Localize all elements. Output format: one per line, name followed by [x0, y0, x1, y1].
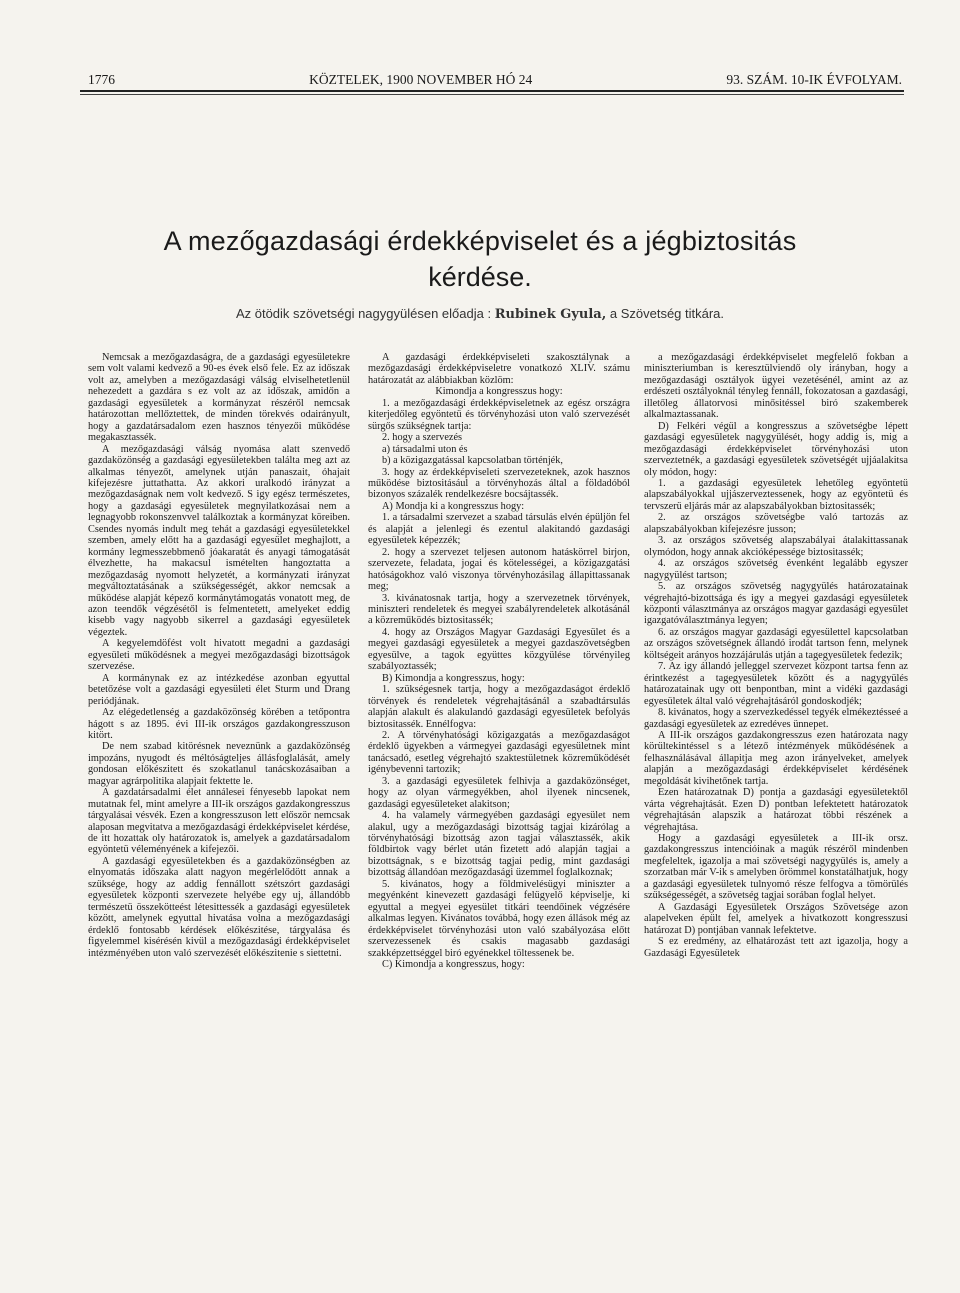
paragraph: 3. a gazdasági egyesületek felhivja a gazdaközönséget, hogy az olyan vármegyékben, ahol ilyenek nincsenek, gazdasági egyesületeket alakitson; — [368, 775, 630, 810]
paragraph: 2. hogy a szervezés — [382, 432, 463, 444]
paragraph: A III-ik országos gazdakongresszus ezen határozata nagy körültekintéssel s a létező intézmények működésének a felhasználásával állapitja meg azon irányelveket, amelyek alapján a mezőgazdasági érdekképviselet kérdésének megoldását kivihetőnek tartja. — [644, 729, 908, 787]
author-role: a Szövetség titkára. — [609, 306, 725, 321]
paragraph: Hogy a gazdasági egyesületek a III-ik orsz. gazdakongresszus intencióinak a magúk részéről mindenben megfeleltek, igazolja a mai szövetségi nagygyülés is, amely a szorzatban már V-ik s amelyben örömmel konstatálhatjuk, hogy a gazdasági egyesületek tulnyomó része felfogva a tömörülés szükségességét, a szövetség tagjai sorában foglal helyet. — [644, 833, 908, 902]
paragraph: Kimondja a kongresszus hogy: — [435, 386, 563, 398]
paragraph: 3. az országos szövetség alapszabályai átalakittassanak olymódon, hogy annak akcióképessége biztositassék; — [644, 535, 908, 558]
paragraph: A gazdasági érdekképviseleti szakosztálynak a mezőgazdasági érdekképviseletre vonatkozó XLIV. számu határozatát az alábbiakban közlöm: — [368, 352, 630, 386]
paragraph: 6. az országos magyar gazdasági egyesülettel kapcsolatban az országos szövetségnek állandó irodát tartson fenn, melynek költségeit arányos hozzájárulás utján a tagegyesületek fedezik; — [644, 626, 908, 661]
paragraph: S ez eredmény, az elhatározást tett azt igazolja, hogy a Gazdasági Egyesületek — [644, 936, 908, 959]
paragraph: 3. kivánatosnak tartja, hogy a szervezetnek törvények, miniszteri rendeletek és megyei szabályrendeletek alkotásánál a közreműködés biztositassék; — [368, 592, 630, 627]
paragraph: Nemcsak a mezőgazdaságra, de a gazdasági egyesületekre sem volt valami kedvező a 90-es évek első fele. Ez az időszak volt az, amelyben a mezőgazdasági válság elviselhetetlenül nehezedett a gazdára s ez volt az az időszak, amidőn a gazdasági egyesületek a kormányzat részéről nemcsak határozottan mellőztettek, de minden törekvés odairányult, hogy a gazdatársadalom ezen hasznos tényezői működése megakasztassék. — [88, 352, 350, 444]
paragraph: A gazdatársadalmi élet annálesei fényesebb lapokat nem mutatnak fel, mint amelyre a III-ik országos gazdakongresszus tárgyalásai vésvék. Ezen a kongresszuson lett először nemcsak alaposan megvitatva a mezőgazdasági érdekképviselet kérdése, de itt hozattak oly határozatok is, amelyek a gazdatársadalom egyöntetü véleményének a kifejezői. — [88, 787, 350, 856]
paragraph: 1. szükségesnek tartja, hogy a mezőgazdaságot érdeklő törvények és rendeletek végrehajtásánál a szabadtársulás alapján alakult és alakulandó gazdasági egyesületek befolyás biztositassék. Ennélfogva: — [368, 684, 630, 730]
paragraph: 2. A törvényhatósági közigazgatás a mezőgazdaságot érdeklő ügyekben a vármegyei gazdasági egyesületnek mint tanácsadó, esetleg végrehajtó szaktestületnek közreműködését igénybevenni tartozik; — [368, 729, 630, 776]
paragraph: 1. a mezőgazdasági érdekképviseletnek az egész országra kiterjedőleg egyöntetü és törvényhozási uton való szervezését sürgős szükségnek tartja: — [368, 397, 630, 432]
paragraph: Ezen határozatnak D) pontja a gazdasági egyesületektől várta végrehajtását. Ezen D) pontban lefektetett határozatok végrehajtásán alapszik a határozat többi részének a végrehajtása. — [644, 787, 908, 833]
page-number: 1776 — [88, 72, 115, 87]
paragraph: De nem szabad kitörésnek neveznünk a gazdaközönség impozáns, nyugodt és méltóságteljes állásfoglalását, amely gondosan előkészitett és szokatlanul tanácskozásaiban a magyar agrárpolitika alapjait fektette le. — [88, 741, 350, 787]
paragraph: A gazdasági egyesületekben és a gazdaközönségben az elnyomatás időszaka alatt nagyon megérlelődött annak a szüksége, hogy az addig fennállott szétszórt gazdasági egyesületek központi szervezete helyébe egy uj, állandóbb természetü összekötteést létesittessék a gazdasági egyesületek között, amelynek egyuttal hivatása volna a mezőgazdasági érdeklő fontosabb kérdések előkészitése, tárgyalása és figyelemmel kisérésén kivül a mezőgazdasági érdekképviselet intézményében uton való szervezését előkészitenie s siettetni. — [88, 855, 350, 959]
article-title-continued: kérdése. — [428, 262, 532, 292]
paragraph: C) Kimondja a kongresszus, hogy: — [382, 959, 525, 971]
text-column-3 — [644, 352, 908, 1280]
paragraph: 5. az országos szövetség nagygyülés határozatainak végrehajtó-bizottsága és igy a megyei gazdasági egyesületek központi választmánya az országos magyar gazdasági egyesület igazgatóválasztmánya legyen; — [644, 581, 908, 627]
paragraph: A Gazdasági Egyesületek Országos Szövetsége azon alapelveken épült fel, amelyek a hivatkozott kongresszusi határozat D) pontjában vannak lefektetve. — [644, 901, 908, 936]
paragraph: Az elégedetlenség a gazdaközönség körében a tetőpontra hágott s az 1895. évi III-ik országos gazdakongresszuson kitört. — [88, 707, 350, 741]
paragraph: 4. az országos szövetség évenként legalább egyszer nagygyülést tartson; — [644, 558, 908, 581]
article-title: A mezőgazdasági érdekképviselet és a jégbiztositás — [163, 226, 797, 256]
publication-date: KÖZTELEK, 1900 NOVEMBER HÓ 24 — [309, 72, 533, 87]
text-column-1 — [88, 352, 350, 1280]
paragraph: 3. hogy az érdekképviseleti szervezeteknek, azok hasznos működése biztositásául a törvényhozás által a földadóból bizonyos százalék rendelkezésre bocsájtassék. — [368, 466, 630, 501]
article-byline — [40, 306, 920, 322]
paragraph: b) a közigazgatással kapcsolatban történjék, — [382, 455, 563, 467]
paragraph: D) Felkéri végül a kongresszus a szövetségbe lépett gazdasági egyesületek nagygyülését, hogy addig is, mig a mezőgazdasági érdekképviselet törvényhozási uton szerveztetnék, a gazdasági egyesületek szövetségét ujjáalakitsa oly módon, hogy: — [644, 420, 908, 478]
paragraph: 1. a társadalmi szervezet a szabad társulás elvén épüljön fel és alapját a jelenlegi és ezentul alakitandó gazdasági egyesületek képezzék; — [368, 512, 630, 547]
paragraph: 7. Az igy állandó jelleggel szervezet központ tartsa fenn az érintkezést a tagegyesületek között és a nagygyülés határozatainak ugy ott benpontban, mint a vidéki gazdasági egyesületek által való végrehajtásáról gondoskodjék; — [644, 661, 908, 707]
paragraph: 4. hogy az Országos Magyar Gazdasági Egyesület és a megyei gazdasági egyesületek a megyei gazdaszövetségben egyesülve, a tagok együttes közgyülése törvényileg szabályoztassék; — [368, 626, 630, 673]
byline-prefix: Az ötödik szövetségi nagygyülésen előadja : — [235, 306, 492, 321]
paragraph: 5. kivánatos, hogy a földmivelésügyi miniszter a megyénként kinevezett gazdasági felügyelő képviselje, ki egyuttal a megyei egyesület titkári teendőinek végzésére alkalmas legyen. Kivánatos továbbá, hogy ezen állások még az érdekképviselet törvényhozási uton való szabályozása előtt szervezessenek és csakis magasabb gazdasági szakképzettséggel biró egyénekkel töltessenek be. — [368, 878, 630, 959]
header-rule — [80, 90, 904, 92]
paragraph: a mezőgazdasági érdekképviselet megfelelő fokban a miniszteriumban is keresztülviendő oly irányban, hogy a mezőgazdasági osztályok ügyei vezetésénél, amint az az erdészeti osztályoknál tényleg fennáll, fokozatosan a gazdasági, illetőleg állatorvosi minősitéssel biró szakemberek alkalmaztassanak. — [644, 352, 908, 421]
paragraph: 1. a gazdasági egyesületek lehetőleg egyöntetü alapszabályokkal ujjászerveztessenek, hogy az egyöntetü és tervszerü eljárás már az alapszabályokban biztositassék; — [644, 477, 908, 512]
paragraph: A) Mondja ki a kongresszus hogy: — [382, 500, 525, 512]
paragraph: A kormánynak ez az intézkedése azonban egyuttal betetőzése volt a gazdasági egyesületi élet Sturm und Drang periódjának. — [88, 672, 350, 707]
text-column-2 — [368, 352, 630, 1280]
paragraph: 2. az országos szövetségbe való tartozás az alapszabályokban kifejezésre jusson; — [644, 512, 908, 535]
header-rule-thin — [80, 94, 904, 95]
author-name: Rubinek Gyula, — [494, 307, 607, 322]
paragraph: 8. kivánatos, hogy a szervezkedéssel tegyék elmékeztésseé a gazdasági egyesületek az ezredéves ünnepet. — [644, 707, 908, 730]
running-header — [88, 66, 902, 88]
issue-info: 93. SZÁM. 10-IK ÉVFOLYAM. — [726, 72, 902, 87]
paragraph: A mezőgazdasági válság nyomása alatt szenvedő gazdaközönség a gazdasági egyesületekben találta meg azt az alkalmas tényezőt, amelynek utján panaszait, óhajait kifejezésre juttathatta. Az akkori uralkodó irányzat a mezőgazdaságnak nem volt kedvező. S igy egész természetes, hogy a gazdasági egyesületek megnyilatkozásai nem a legnagyobb rokonszenvvel találkoztak a kormányzat köreiben. Csendes nyomás indult meg tehát a gazdasági egyesületekkel szemben, amely előtt ha a gazdasági egyesület meghajlott, a kormány legmesszebbmenő jóakaratát és anyagi támogatását élvezhette, ha makacsul ismételten hangoztatta a mezőgazdaság nyomott helyzetét, a kormányzati irányzat megváltoztatásának a szükségességét, akkor nemcsak a működése alapját képező kormánytámogatás vonatott meg, de azon teendők végzésétől is felmentetett, amelyeket eddig kisebb vagy nagyobb sikerrel a gazdasági egyesületek végeztek. — [88, 443, 350, 638]
paragraph: 4. ha valamely vármegyében gazdasági egyesület nem alakul, ugy a mezőgazdasági bizottság tagjai kizárólag a törvényhatósági bizottság azon tagjai választassék, akik földbirtok vagy bérlet után fizetett adó alapján tagjai a bizottságnak, s e bizottság tagjai pedig, mint gazdasági bizottság állandóan mezőgazdasági üzemmel foglalkoznak; — [368, 810, 630, 879]
paragraph: B) Kimondja a kongresszus, hogy: — [382, 672, 525, 684]
paragraph: a) társadalmi uton és — [382, 443, 468, 455]
paragraph: A kegyelemdöfést volt hivatott megadni a gazdasági egyesületi működésnek a megyei mezőgazdasági bizottságok szervezése. — [88, 638, 350, 673]
paragraph: 2. hogy a szervezet teljesen autonom hatáskörrel birjon, szervezete, feladata, jogai és kötelességei, a közigazgatási hatóságokhoz való viszonya törvényhozásilag állapittassanak meg; — [368, 546, 630, 593]
